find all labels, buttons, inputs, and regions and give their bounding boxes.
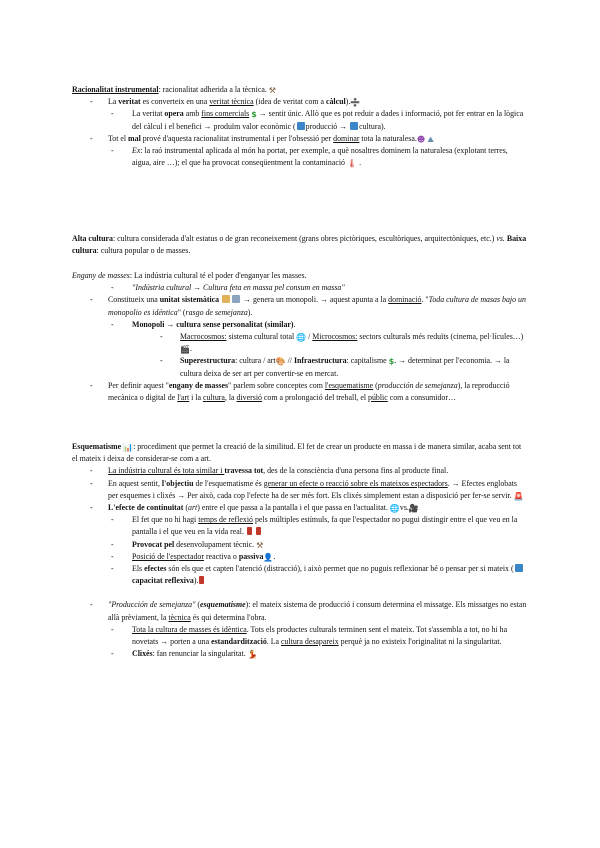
clapperboard-icon: 🎬 (180, 345, 190, 355)
paragraph: Alta cultura: cultura considerada d'alt estatus o de gran reconeixement (grans obres pictòriques, escultòriques, arquitectòniques, etc.) vs. Baixa cultura: cultura popular o de masses. (72, 234, 527, 256)
section-alta-cultura (72, 233, 527, 257)
divide-icon: ➗ (350, 98, 361, 108)
list-item: - La veritat opera amb fins comercials $ → sentit únic. Allò que es pot reduir a dades i informació, pot fer entrar en la lògica del càlcul i el benefici → produïm valor econòmic ( producció → cultura). (111, 109, 524, 131)
list-item: - Per definir aquest "engany de masses" parlem sobre conceptes com l'esquematisme (producción de semejanza), la reproducció mecànica o digital de l'art i la cultura, la diversió com a prolongació del treball, el públic com a consumidor… (90, 380, 510, 403)
traffic-light-icon (199, 576, 204, 584)
list-item: - "Producción de semejanza" (esquematisme): el mateix sistema de producció i consum determina el missatge. Els missatges no estan allà prèviament, la tècnica és qui determina l'obra. (90, 600, 527, 622)
list-item: - Clixés: fan renunciar la singularitat. 💃 (111, 649, 258, 660)
arrow-up-box-icon (297, 122, 305, 130)
list-item: - El fet que no hi hagi temps de reflexió pels múltiples estímuls, fa que l'espectador no pugui distingir entre el que veu en la pantalla i el que veu en la vida real. (111, 515, 518, 537)
dollar-icon: $ (388, 357, 395, 367)
list-item: - Ex: la raó instrumental aplicada al món ha portat, per exemple, a què nosaltres dominem la naturalesa (explotant terres, aigua, aire …); el que ha provocat conseqüentment la contaminació 🌡 . (111, 146, 508, 169)
heading-esquematisme: Esquematisme 📊: procediment que permet la creació de la similitud. El fet de crear un producte en massa i de manera similar, acaba sent tot el mateix i deixa de considerar-se com a art. (72, 442, 522, 464)
alarm-icon: 🚨 (513, 491, 524, 501)
list-item: - Tota la cultura de masses és idèntica. Tots els productes culturals terminen sent el mateix. Tot s'assembla a tot, no hi ha novetats → porten a una estandardització. La cultura desapareix perquè ja no existeix l'originalitat ni la singularitat. (111, 624, 508, 647)
list-item: - Macrocosmos: sistema cultural total 🌐 / Microcosmos: sectors culturals més reduïts (cinema, pel·lícules…)🎬. (160, 332, 524, 355)
list-item: - La indústria cultural és tota similar i travessa tot, des de la consciència d'una persona fins al producte final. (90, 466, 449, 476)
globe-icon: 🌐 (296, 333, 307, 343)
heading-engany: Engany de masses: La indústria cultural té el poder d'enganyar les masses. (72, 271, 307, 280)
list-item: - Posició de l'espectador reactiva o passiva👤. (111, 551, 276, 562)
list-item: - Provocat pel desenvolupament tècnic. ⚒ (111, 539, 264, 550)
section-racionalitat (72, 84, 527, 169)
globe-icon: 🌐 (389, 504, 400, 514)
thermometer-icon: 🌡 (346, 159, 358, 169)
heading-racionalitat: Racionalitat instrumental: racionalitat adherida a la tècnica. ⚒ (72, 85, 276, 95)
section-esquematisme (72, 441, 527, 660)
building-icon (232, 295, 240, 303)
list-item: - Superestructura: cultura / art🎨 // Infraestructura: capitalisme $. → determinat per l'economia. → la cultura deixa de ser art per convertir-se en mercat. (160, 356, 510, 378)
chart-icon: 📊 (123, 443, 134, 452)
section-engany (72, 270, 527, 404)
arrow-down-box-icon (350, 122, 358, 130)
palette-icon: 🎨 (275, 357, 286, 367)
list-item: - Constitueix una unitat sistemàtica → genera un monopoli. → aquest apunta a la dominació. "Toda cultura de masas bajo un monopolio es idéntica" (rasgo de semejanza). (90, 295, 526, 317)
hammer-wrench-icon: ⚒ (256, 540, 264, 550)
traffic-light-icon (247, 527, 252, 535)
camera-icon: 🎥 (408, 504, 419, 514)
person-icon: 👤 (263, 552, 274, 562)
mountain-icon: ⛰ (427, 134, 434, 144)
list-item: - "Indústria cultural → Cultura feta en massa pel consum en massa" (111, 283, 345, 293)
dollar-icon: $ (251, 110, 257, 120)
list-item: - La veritat es converteix en una veritat tècnica (idea de veritat com a càlcul).➗ (90, 97, 361, 108)
list-item: - L'efecte de continuïtat (art) entre el que passa a la pantalla i el que passa en l'actualitat. 🌐vs.🎥 (90, 503, 419, 514)
traffic-light-icon (256, 527, 261, 535)
newspaper-icon (222, 295, 230, 303)
dancer-icon: 💃 (247, 650, 258, 660)
hammer-pick-icon: ⚒ (268, 86, 276, 95)
list-item: - En aquest sentit, l'objectiu de l'esquematisme és generar un efecte o reacció sobre els mateixos espectadors. → Efectes englobats per esquemes i clixés → Per això, cada cop l'efecte ha de ser més fort. Els clixés simplement estan a disposició per fer-se servir. 🚨 (90, 478, 524, 501)
list-item: - Els efectes són els que et capten l'atenció (distracció), i això permet que no puguis reflexionar bé o pensar per si mateix (capacitat reflexiva). (72, 563, 527, 587)
arrow-down-box-icon (515, 564, 523, 572)
list-item: - Tot el mal prové d'aquesta racionalitat instrumental i per l'obsessió per dominar tota la naturalesa.☻ ⛰ (90, 133, 434, 144)
devil-icon: ☻ (416, 134, 426, 144)
list-item: - Monopoli → cultura sense personalitat (similar). (111, 319, 296, 329)
